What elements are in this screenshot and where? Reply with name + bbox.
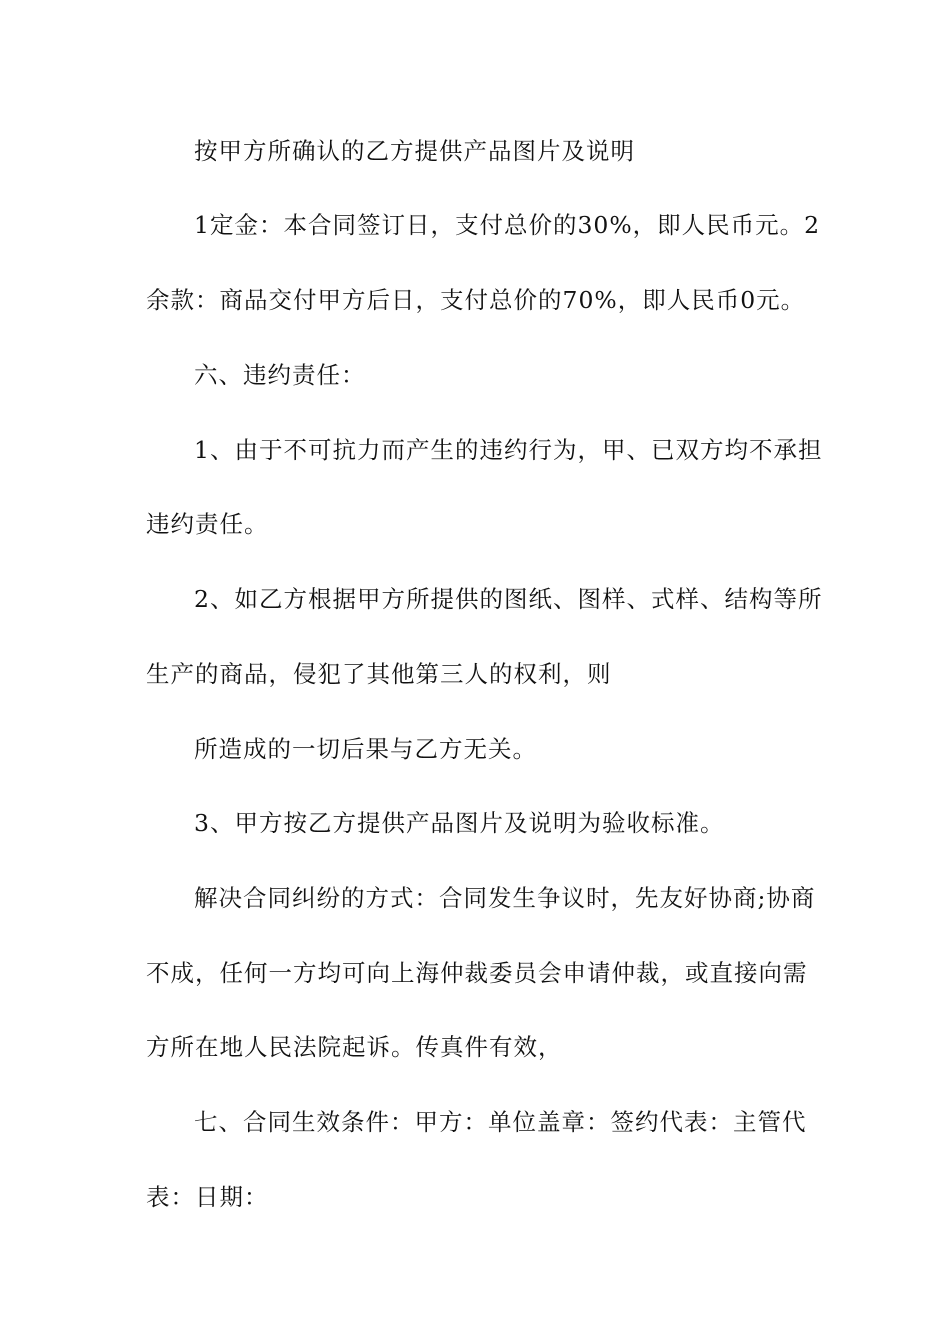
paragraph-line-7: 2、如乙方根据甲方所提供的图纸、图样、式样、结构等所: [194, 585, 823, 613]
paragraph-line-6: 违约责任。: [146, 510, 269, 538]
paragraph-line-2: 1定金：本合同签订日，支付总价的30%，即人民币元。2: [194, 211, 821, 239]
section-heading-breach: 六、违约责任：: [194, 361, 366, 389]
paragraph-line-12: 不成，任何一方均可向上海仲裁委员会申请仲裁，或直接向需: [146, 959, 808, 987]
paragraph-line-9: 所造成的一切后果与乙方无关。: [194, 735, 537, 763]
section-heading-effective: 七、合同生效条件：甲方：单位盖章：签约代表：主管代: [194, 1108, 807, 1136]
paragraph-line-8: 生产的商品，侵犯了其他第三人的权利，则: [146, 660, 612, 688]
paragraph-line-5: 1、由于不可抗力而产生的违约行为，甲、已双方均不承担: [194, 436, 823, 464]
paragraph-line-10: 3、甲方按乙方提供产品图片及说明为验收标准。: [194, 809, 725, 837]
paragraph-line-11: 解决合同纠纷的方式：合同发生争议时，先友好协商;协商: [194, 884, 816, 912]
paragraph-line-3: 余款：商品交付甲方后日，支付总价的70%，即人民币0元。: [146, 286, 806, 314]
paragraph-line-1: 按甲方所确认的乙方提供产品图片及说明: [194, 137, 635, 165]
paragraph-line-13: 方所在地人民法院起诉。传真件有效，: [146, 1033, 563, 1061]
paragraph-line-15: 表：日期：: [146, 1183, 269, 1211]
